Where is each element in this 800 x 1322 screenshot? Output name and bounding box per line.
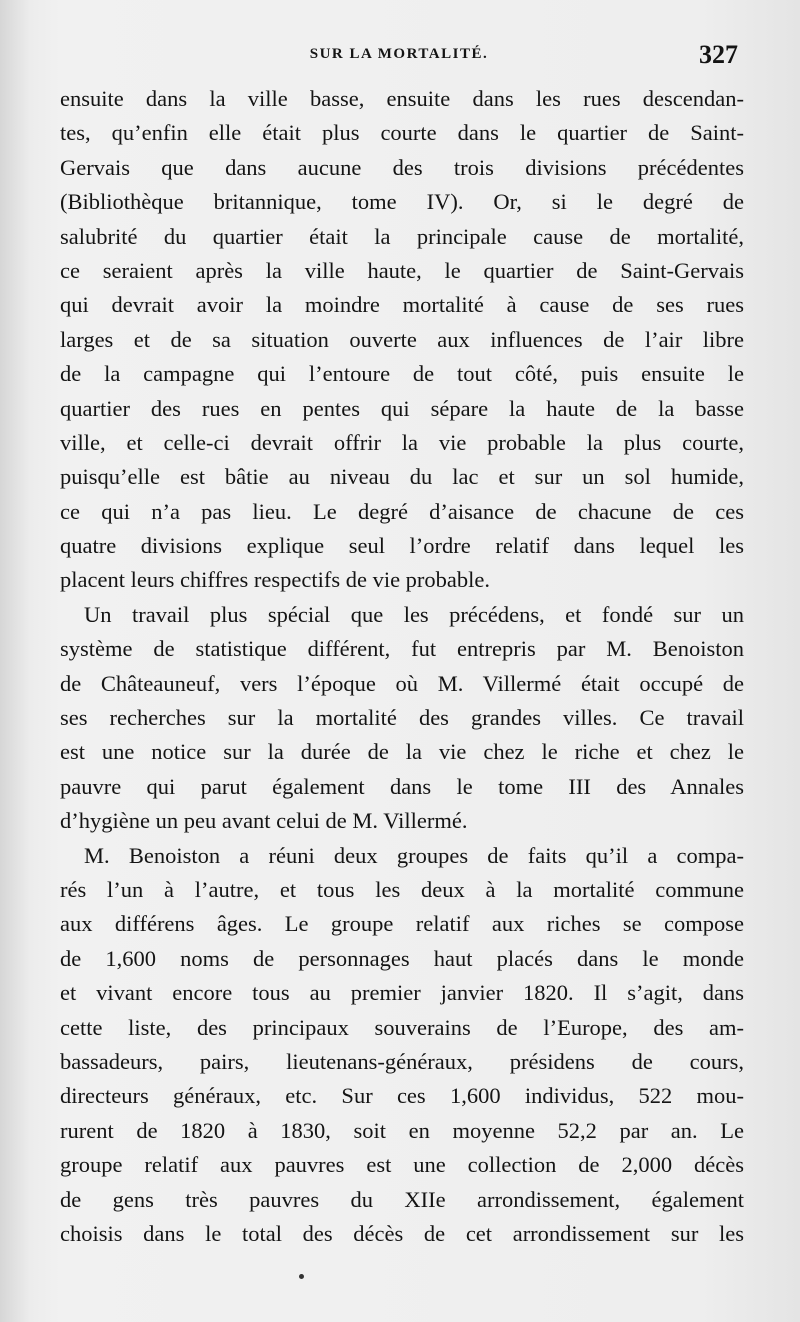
page-header — [60, 40, 738, 80]
text-line: placent leurs chiffres respectifs de vie probable. — [60, 567, 491, 593]
text-line: rurent de 1820 à 1830, soit en moyenne 52,2 par an. Le — [60, 1117, 744, 1143]
text-line: ensuite dans la ville basse, ensuite dans les rues descendan- — [60, 86, 744, 111]
text-line: choisis dans le total des décès de cet arrondissement sur les — [60, 1220, 744, 1246]
text-line: tes, qu’enfin elle était plus courte dans le quartier de Saint- — [60, 120, 744, 146]
text-line: salubrité du quartier était la principale cause de mortalité, — [60, 223, 744, 249]
text-line: d’hygiène un peu avant celui de M. Villermé. — [60, 808, 468, 834]
text-line: Un travail plus spécial que les précédens, et fondé sur un — [84, 601, 744, 627]
text-line: directeurs généraux, etc. Sur ces 1,600 individus, 522 mou- — [60, 1083, 744, 1109]
text-line: de 1,600 noms de personnages haut placés dans le monde — [60, 945, 744, 971]
text-line: groupe relatif aux pauvres est une collection de 2,000 décès — [60, 1152, 744, 1178]
text-line: quartier des rues en pentes qui sépare la haute de la basse — [60, 395, 744, 421]
running-title: SUR LA MORTALITÉ. — [309, 46, 489, 62]
text-line: puisqu’elle est bâtie au niveau du lac et sur un sol humide, — [60, 464, 744, 490]
text-line: ville, et celle-ci devrait offrir la vie probable la plus courte, — [60, 429, 744, 455]
text-line: aux différens âges. Le groupe relatif aux riches se compose — [60, 911, 744, 937]
text-line: de la campagne qui l’entoure de tout côté, puis ensuite le — [60, 361, 744, 387]
text-line: de gens très pauvres du XIIe arrondissement, également — [60, 1186, 744, 1212]
text-line: bassadeurs, pairs, lieutenans-généraux, présidens de cours, — [60, 1048, 744, 1074]
text-line: ce qui n’a pas lieu. Le degré d’aisance de chacune de ces — [60, 498, 744, 524]
text-line: M. Benoiston a réuni deux groupes de faits qu’il a compa- — [84, 842, 744, 868]
text-line: Gervais que dans aucune des trois divisions précédentes — [60, 154, 744, 180]
text-line: quatre divisions explique seul l’ordre relatif dans lequel les — [60, 533, 744, 559]
text-line: cette liste, des principaux souverains de l’Europe, des am- — [60, 1014, 744, 1040]
page-number: 327 — [699, 40, 738, 69]
body-text — [60, 82, 744, 1251]
text-line: pauvre qui parut également dans le tome III des Annales — [60, 773, 744, 799]
text-line: larges et de sa situation ouverte aux influences de l’air libre — [60, 326, 744, 352]
text-line: ses recherches sur la mortalité des grandes villes. Ce travail — [60, 705, 744, 731]
text-line: de Châteauneuf, vers l’époque où M. Villermé était occupé de — [60, 670, 744, 696]
text-line: système de statistique différent, fut entrepris par M. Benoiston — [60, 636, 744, 662]
text-line: ce seraient après la ville haute, le quartier de Saint-Gervais — [60, 257, 744, 283]
printer-mark — [299, 1274, 304, 1279]
text-line: qui devrait avoir la moindre mortalité à cause de ses rues — [60, 292, 744, 318]
text-line: et vivant encore tous au premier janvier 1820. Il s’agit, dans — [60, 980, 744, 1006]
text-line: est une notice sur la durée de la vie chez le riche et chez le — [60, 739, 744, 765]
text-line: rés l’un à l’autre, et tous les deux à la mortalité commune — [60, 876, 744, 902]
text-line: (Bibliothèque britannique, tome IV). Or, si le degré de — [60, 189, 744, 215]
